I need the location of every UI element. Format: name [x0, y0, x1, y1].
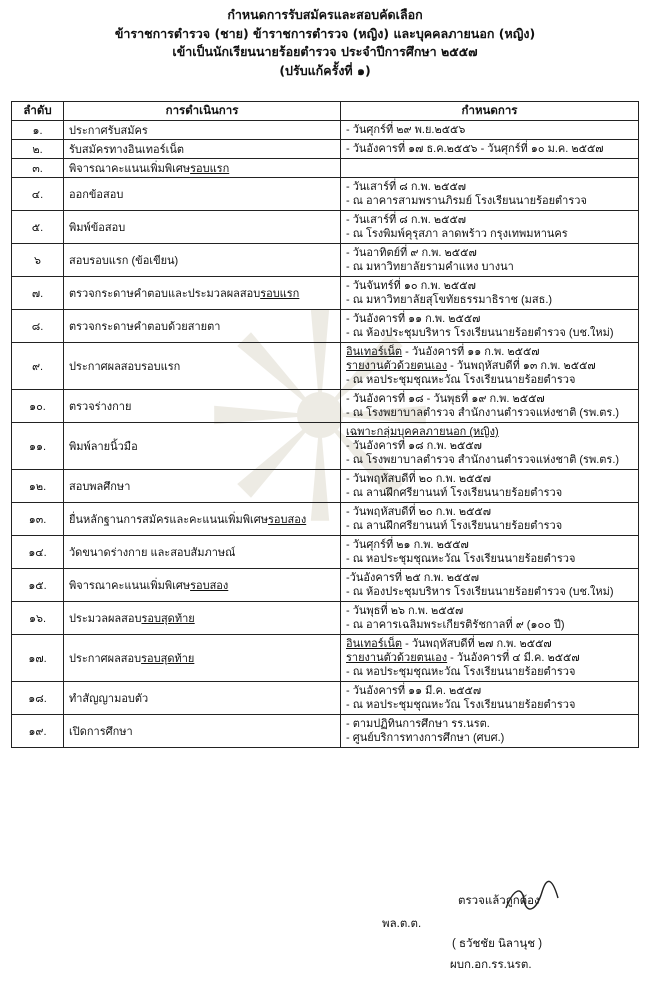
action-text: วัดขนาดร่างกาย และสอบสัมภาษณ์: [69, 547, 236, 559]
schedule-text: - ณ อาคารสามพรานภิรมย์ โรงเรียนนายร้อยตำรวจ: [346, 195, 587, 207]
table-row: [12, 121, 639, 140]
schedule-text: - ตามปฏิทินการศึกษา รร.นรต.: [346, 718, 490, 730]
schedule-emphasis: อินเทอร์เน็ต: [346, 638, 403, 650]
signer-position: ผบก.อก.รร.นรต.: [450, 959, 532, 971]
schedule-emphasis: เฉพาะกลุ่มบุคคลภายนอก (หญิง): [346, 426, 499, 438]
row-number: ๑๒.: [12, 470, 64, 503]
signer-name: ( ธวัชชัย นิลานุช ): [452, 938, 543, 950]
schedule-line: [346, 571, 633, 585]
schedule-line: [346, 227, 633, 241]
action-text: ประกาศผลสอบ: [69, 653, 142, 665]
header-order: ลำดับ: [12, 102, 64, 121]
action-text: ประกาศรับสมัคร: [69, 125, 148, 137]
action-emphasis: รอบแรก: [260, 288, 300, 300]
row-number: ๑๖.: [12, 602, 64, 635]
action-emphasis: รอบแรก: [190, 163, 230, 175]
row-number: ๑๓.: [12, 503, 64, 536]
row-number: ๖: [12, 244, 64, 277]
row-schedule: [341, 569, 639, 602]
row-number: ๑๘.: [12, 682, 64, 715]
schedule-line: [346, 123, 633, 137]
row-number: ๑๗.: [12, 635, 64, 682]
row-schedule: [341, 277, 639, 310]
table-row: [12, 682, 639, 715]
schedule-text: - ณ ห้องประชุมบริหาร โรงเรียนนายร้อยตำรวจ (บช.ใหม่): [346, 586, 614, 598]
schedule-line: [346, 246, 633, 260]
title-line-4: (ปรับแก้ครั้งที่ ๑): [279, 62, 371, 78]
row-action: [64, 423, 341, 470]
schedule-text: - วันพฤหัสบดีที่ ๒๐ ก.พ. ๒๕๕๗: [346, 506, 491, 518]
action-emphasis: รอบสุดท้าย: [141, 613, 195, 625]
action-text: พิจารณาคะแนนเพิ่มพิเศษ: [69, 163, 191, 175]
handwritten-signature: [502, 878, 562, 918]
schedule-line: [346, 552, 633, 566]
row-schedule: [341, 178, 639, 211]
schedule-line: [346, 345, 633, 359]
row-action: [64, 503, 341, 536]
row-schedule: [341, 159, 639, 178]
schedule-text: - วันพฤหัสบดีที่ ๒๗ ก.พ. ๒๕๕๗: [402, 638, 552, 650]
row-action: [64, 470, 341, 503]
table-row: [12, 159, 639, 178]
schedule-text: - วันอาทิตย์ที่ ๙ ก.พ. ๒๕๕๗: [346, 247, 477, 259]
schedule-line: [346, 425, 633, 439]
action-emphasis: รอบสุดท้าย: [141, 653, 195, 665]
schedule-line: [346, 472, 633, 486]
table-row: [12, 635, 639, 682]
title-line-2: ข้าราชการตำรวจ (ชาย) ข้าราชการตำรวจ (หญิง) และบุคคลภายนอก (หญิง): [114, 25, 536, 41]
schedule-line: [346, 406, 633, 420]
schedule-emphasis: รายงานตัวด้วยตนเอง: [346, 360, 448, 372]
schedule-text: - ณ หอประชุมชุณหะวัณ โรงเรียนนายร้อยตำรวจ: [346, 374, 576, 386]
table-row: [12, 140, 639, 159]
schedule-line: [346, 392, 633, 406]
title-line-3: เข้าเป็นนักเรียนนายร้อยตำรวจ ประจำปีการศึกษา ๒๕๕๗: [172, 44, 478, 59]
row-number: ๑๙.: [12, 715, 64, 748]
table-row: [12, 277, 639, 310]
schedule-line: [346, 665, 633, 679]
row-schedule: [341, 602, 639, 635]
row-action: [64, 569, 341, 602]
action-text: รับสมัครทางอินเทอร์เน็ต: [69, 144, 184, 156]
action-text: ออกข้อสอบ: [69, 189, 124, 201]
schedule-emphasis: อินเทอร์เน็ต: [346, 346, 403, 358]
action-text: พิจารณาคะแนนเพิ่มพิเศษ: [69, 580, 191, 592]
schedule-text: -วันอังคารที่ ๒๕ ก.พ. ๒๕๕๗: [346, 572, 479, 584]
action-emphasis: รอบสอง: [268, 514, 307, 526]
schedule-line: [346, 326, 633, 340]
schedule-line: [346, 519, 633, 533]
schedule-line: [346, 604, 633, 618]
header-action: การดำเนินการ: [64, 102, 341, 121]
schedule-text: - วันศุกร์ที่ ๒๙ พ.ย.๒๕๕๖: [346, 124, 466, 136]
row-schedule: [341, 635, 639, 682]
table-row: [12, 244, 639, 277]
schedule-text: - ณ มหาวิทยาลัยรามคำแหง บางนา: [346, 261, 514, 273]
table-row: [12, 343, 639, 390]
schedule-line: [346, 731, 633, 745]
schedule-emphasis: รายงานตัวด้วยตนเอง: [346, 652, 448, 664]
schedule-text: - วันพุธที่ ๒๖ ก.พ. ๒๕๕๗: [346, 605, 464, 617]
schedule-line: [346, 453, 633, 467]
table-row: [12, 423, 639, 470]
table-row: [12, 602, 639, 635]
table-row: [12, 310, 639, 343]
row-action: [64, 536, 341, 569]
row-action: [64, 715, 341, 748]
schedule-line: [346, 651, 633, 665]
row-action: [64, 244, 341, 277]
action-text: สอบพลศึกษา: [69, 481, 131, 493]
row-action: [64, 602, 341, 635]
row-schedule: [341, 121, 639, 140]
row-action: [64, 310, 341, 343]
schedule-text: - ณ โรงพยาบาลตำรวจ สำนักงานตำรวจแห่งชาติ (รพ.ตร.): [346, 454, 620, 466]
schedule-line: [346, 279, 633, 293]
schedule-line: [346, 194, 633, 208]
schedule-text: - วันอังคารที่ ๑๑ ก.พ. ๒๕๕๗: [402, 346, 540, 358]
row-action: [64, 343, 341, 390]
action-text: พิมพ์ข้อสอบ: [69, 222, 126, 234]
schedule-table-body: [12, 121, 639, 748]
schedule-text: - วันอังคารที่ ๑๗ ธ.ค.๒๕๕๖ - วันศุกร์ที่ ๑๐ ม.ค. ๒๕๕๗: [346, 143, 604, 155]
schedule-table: [11, 101, 639, 748]
schedule-line: [346, 312, 633, 326]
row-number: ๔.: [12, 178, 64, 211]
row-action: [64, 635, 341, 682]
schedule-line: [346, 293, 633, 307]
table-row: [12, 211, 639, 244]
action-emphasis: รอบสอง: [190, 580, 229, 592]
schedule-text: - ณ อาคารเฉลิมพระเกียรติรัชกาลที่ ๙ (๑๐๐ ปี): [346, 619, 565, 631]
schedule-text: - วันจันทร์ที่ ๑๐ ก.พ. ๒๕๕๗: [346, 280, 476, 292]
row-action: [64, 121, 341, 140]
table-row: [12, 569, 639, 602]
schedule-line: [346, 439, 633, 453]
schedule-text: - ศูนย์บริการทางการศึกษา (ศบศ.): [346, 732, 505, 744]
schedule-line: [346, 142, 633, 156]
table-row: [12, 470, 639, 503]
row-number: ๘.: [12, 310, 64, 343]
action-text: ประมวลผลสอบ: [69, 613, 142, 625]
schedule-line: [346, 260, 633, 274]
schedule-line: [346, 373, 633, 387]
header-schedule: กำหนดการ: [341, 102, 639, 121]
schedule-line: [346, 213, 633, 227]
row-schedule: [341, 682, 639, 715]
row-number: ๒.: [12, 140, 64, 159]
row-schedule: [341, 503, 639, 536]
row-action: [64, 390, 341, 423]
action-text: สอบรอบแรก (ข้อเขียน): [69, 255, 179, 267]
schedule-text: - วันเสาร์ที่ ๘ ก.พ. ๒๕๕๗: [346, 181, 467, 193]
schedule-text: - ณ มหาวิทยาลัยสุโขทัยธรรมาธิราช (มสธ.): [346, 294, 553, 306]
row-schedule: [341, 390, 639, 423]
schedule-text: - ณ ห้องประชุมบริหาร โรงเรียนนายร้อยตำรวจ (บช.ใหม่): [346, 327, 614, 339]
row-number: ๑.: [12, 121, 64, 140]
schedule-line: [346, 538, 633, 552]
row-schedule: [341, 343, 639, 390]
schedule-line: [346, 180, 633, 194]
schedule-text: - ณ ลานฝึกศรียานนท์ โรงเรียนนายร้อยตำรวจ: [346, 487, 563, 499]
schedule-text: - วันเสาร์ที่ ๘ ก.พ. ๒๕๕๗: [346, 214, 467, 226]
schedule-line: [346, 684, 633, 698]
row-number: ๙.: [12, 343, 64, 390]
row-number: ๑๑.: [12, 423, 64, 470]
schedule-text: - วันอังคารที่ ๑๘ ก.พ. ๒๕๕๗: [346, 440, 482, 452]
row-action: [64, 277, 341, 310]
schedule-text: - ณ หอประชุมชุณหะวัณ โรงเรียนนายร้อยตำรวจ: [346, 699, 576, 711]
table-header-row: [12, 102, 639, 121]
action-text: ยื่นหลักฐานการสมัครและคะแนนเพิ่มพิเศษ: [69, 514, 268, 526]
row-schedule: [341, 211, 639, 244]
schedule-text: - วันอังคารที่ ๑๑ มี.ค. ๒๕๕๗: [346, 685, 482, 697]
table-row: [12, 715, 639, 748]
action-text: เปิดการศึกษา: [69, 726, 133, 738]
schedule-text: - วันพฤหัสบดีที่ ๑๓ ก.พ. ๒๕๕๗: [447, 360, 596, 372]
row-action: [64, 140, 341, 159]
schedule-text: - ณ หอประชุมชุณหะวัณ โรงเรียนนายร้อยตำรวจ: [346, 553, 576, 565]
row-number: ๑๔.: [12, 536, 64, 569]
schedule-line: [346, 618, 633, 632]
row-number: ๑๕.: [12, 569, 64, 602]
table-row: [12, 536, 639, 569]
schedule-text: - ณ โรงพิมพ์คุรุสภา ลาดพร้าว กรุงเทพมหานคร: [346, 228, 568, 240]
schedule-line: [346, 486, 633, 500]
action-text: ตรวจกระดาษคำตอบและประมวลผลสอบ: [69, 288, 261, 300]
row-action: [64, 211, 341, 244]
action-text: ประกาศผลสอบรอบแรก: [69, 361, 181, 373]
action-text: ตรวจกระดาษคำตอบด้วยสายตา: [69, 321, 221, 333]
schedule-text: - ณ โรงพยาบาลตำรวจ สำนักงานตำรวจแห่งชาติ (รพ.ตร.): [346, 407, 620, 419]
row-schedule: [341, 140, 639, 159]
row-action: [64, 159, 341, 178]
schedule-text: - ณ หอประชุมชุณหะวัณ โรงเรียนนายร้อยตำรวจ: [346, 666, 576, 678]
row-schedule: [341, 423, 639, 470]
document-header: [0, 6, 650, 80]
row-schedule: [341, 470, 639, 503]
schedule-text: - วันอังคารที่ ๑๘ - วันพุธที่ ๑๙ ก.พ. ๒๕๕๗: [346, 393, 545, 405]
schedule-line: [346, 717, 633, 731]
row-schedule: [341, 310, 639, 343]
schedule-text: - วันศุกร์ที่ ๒๑ ก.พ. ๒๕๕๗: [346, 539, 469, 551]
row-action: [64, 178, 341, 211]
schedule-text: - วันอังคารที่ ๑๑ ก.พ. ๒๕๕๗: [346, 313, 481, 325]
row-number: ๗.: [12, 277, 64, 310]
schedule-text: - ณ ลานฝึกศรียานนท์ โรงเรียนนายร้อยตำรวจ: [346, 520, 563, 532]
row-number: ๑๐.: [12, 390, 64, 423]
row-number: ๕.: [12, 211, 64, 244]
schedule-text: - วันพฤหัสบดีที่ ๒๐ ก.พ. ๒๕๕๗: [346, 473, 491, 485]
title-line-1: กำหนดการรับสมัครและสอบคัดเลือก: [227, 7, 423, 22]
action-text: ตรวจร่างกาย: [69, 401, 132, 413]
schedule-line: [346, 637, 633, 651]
schedule-text: - วันอังคารที่ ๔ มี.ค. ๒๕๕๗: [447, 652, 580, 664]
schedule-line: [346, 585, 633, 599]
signer-rank: พล.ต.ต.: [382, 918, 422, 930]
schedule-line: [346, 698, 633, 712]
row-number: ๓.: [12, 159, 64, 178]
row-schedule: [341, 536, 639, 569]
table-row: [12, 503, 639, 536]
schedule-line: [346, 505, 633, 519]
table-row: [12, 178, 639, 211]
row-schedule: [341, 715, 639, 748]
table-row: [12, 390, 639, 423]
action-text: ทำสัญญามอบตัว: [69, 693, 149, 705]
checked-label: ตรวจแล้วถูกต้อง: [458, 895, 540, 907]
action-text: พิมพ์ลายนิ้วมือ: [69, 441, 138, 453]
row-action: [64, 682, 341, 715]
row-schedule: [341, 244, 639, 277]
schedule-line: [346, 359, 633, 373]
